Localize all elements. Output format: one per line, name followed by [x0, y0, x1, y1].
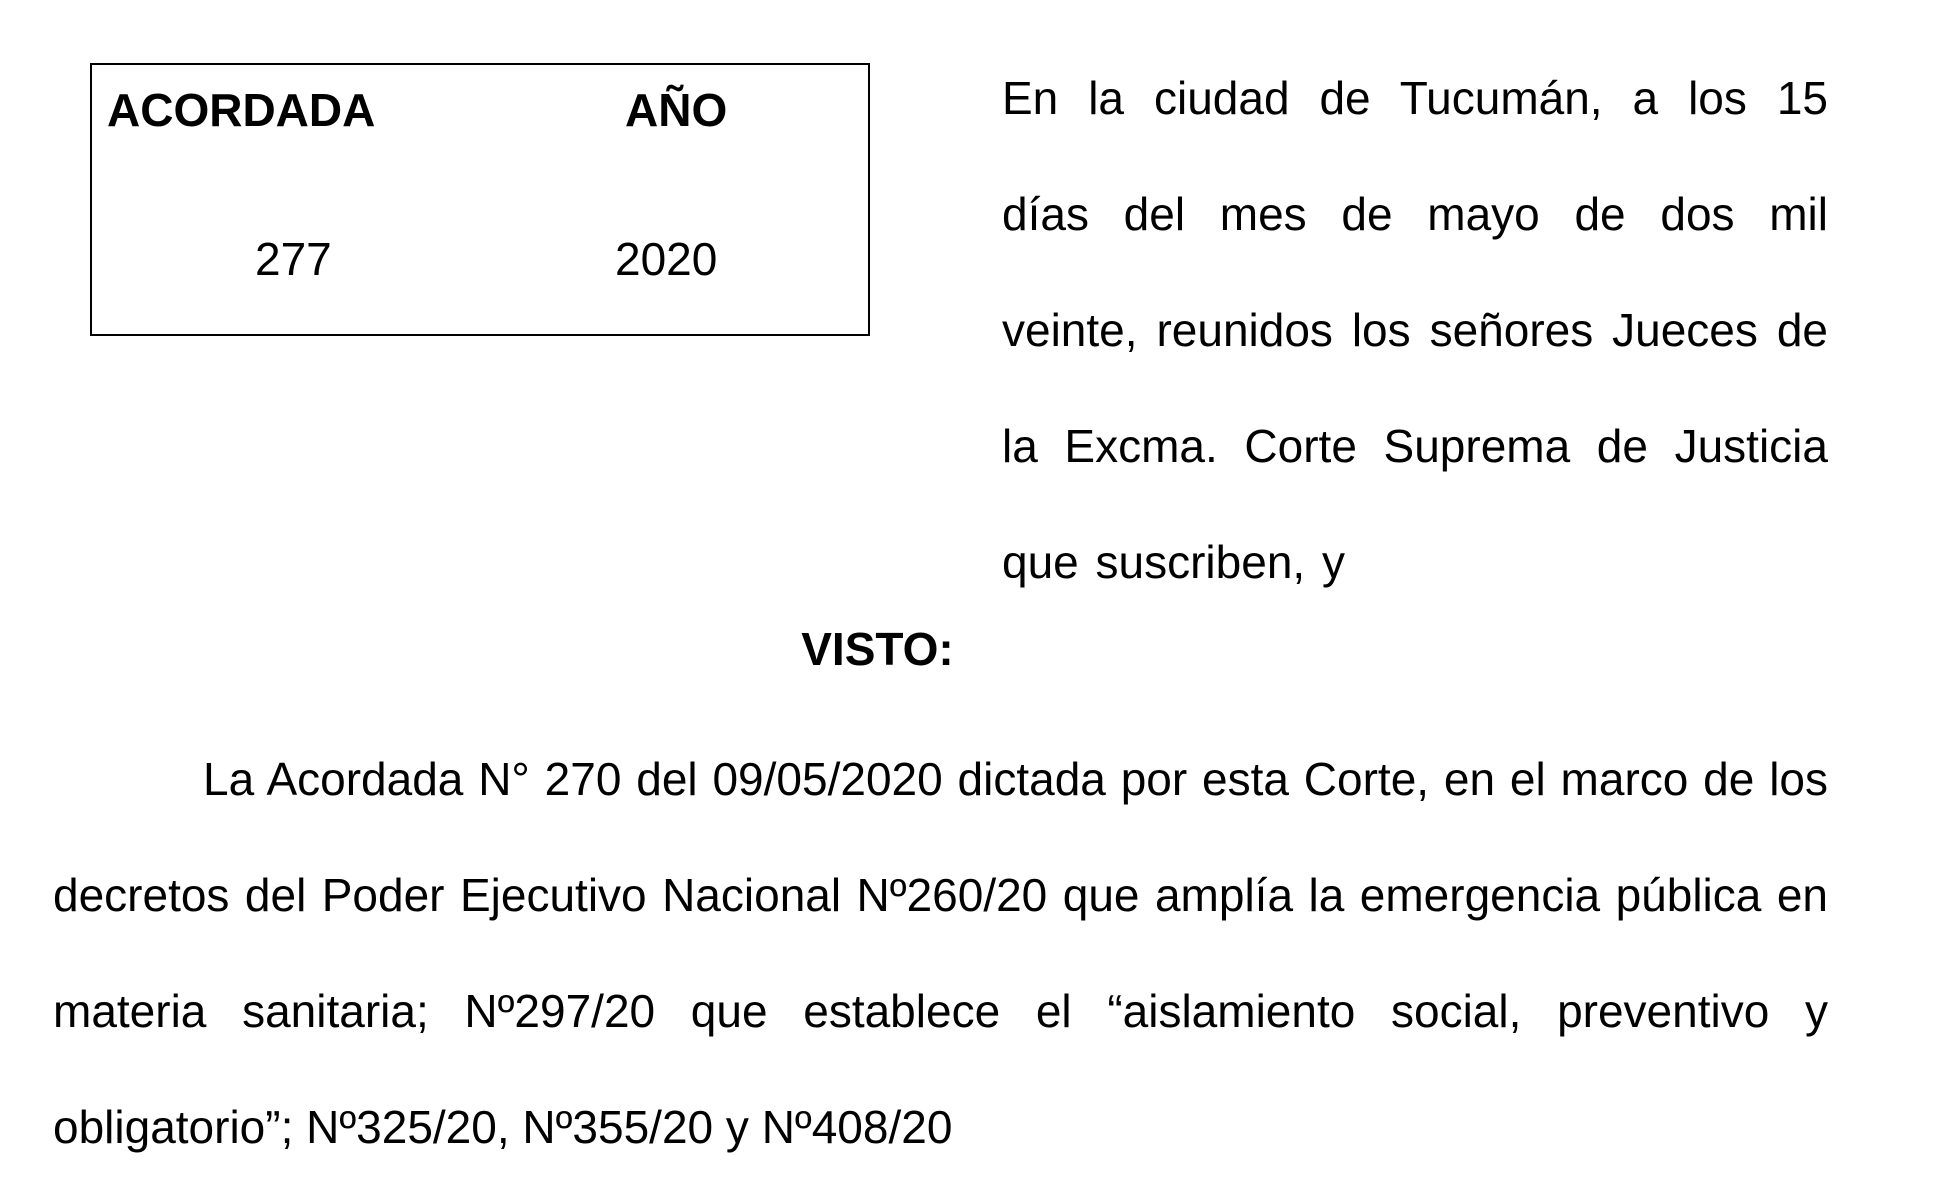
acordada-box	[90, 63, 870, 336]
body-paragraph: La Acordada N° 270 del 09/05/2020 dictada por esta Corte, en el marco de los decretos del Poder Ejecutivo Nacional Nº260/20 que amplía la emergencia pública en materia sanitaria; Nº297/20 que establece el “aislamiento social, preventivo y obligatorio”; Nº325/20, Nº355/20 y Nº408/20	[53, 753, 1828, 1153]
acordada-number: 277	[255, 233, 332, 285]
anio-value: 2020	[615, 233, 718, 285]
acordada-label: ACORDADA	[107, 84, 376, 136]
visto-heading: VISTO:	[801, 623, 954, 675]
anio-label: AÑO	[625, 84, 728, 136]
intro-paragraph: En la ciudad de Tucumán, a los 15 días del mes de mayo de dos mil veinte, reunidos los señores Jueces de la Excma. Corte Suprema de Justicia que suscriben, y	[1002, 72, 1828, 588]
